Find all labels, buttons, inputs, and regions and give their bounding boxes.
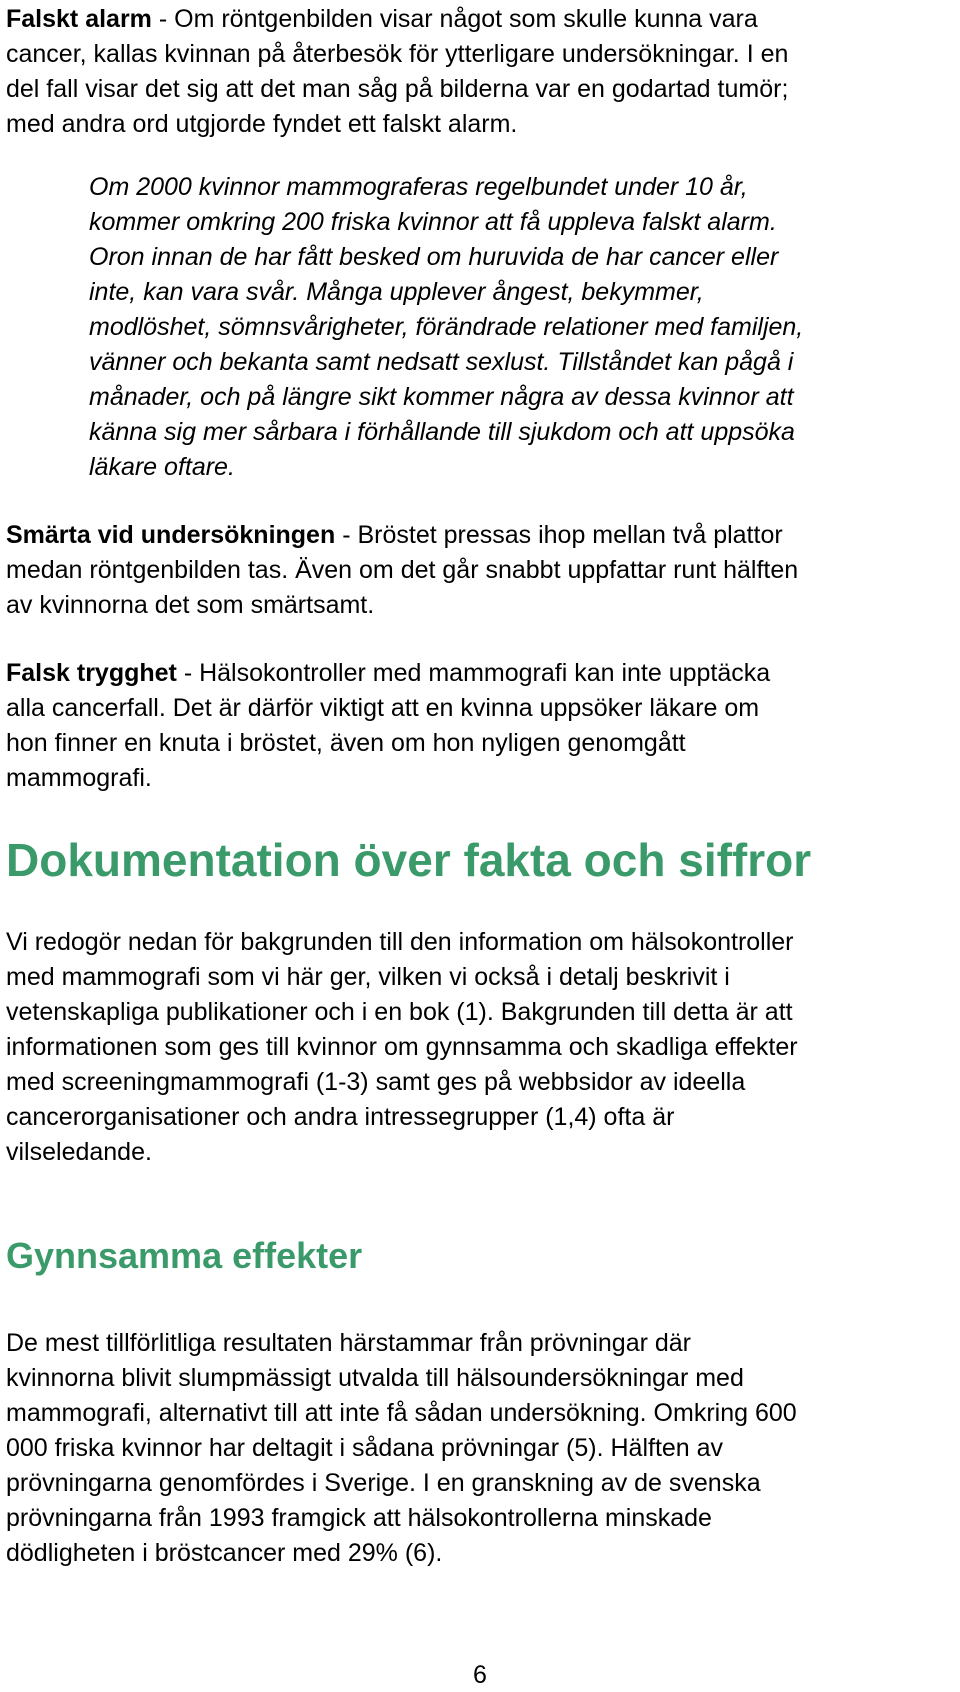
page-number: 6	[473, 1661, 487, 1689]
text-smarta: - Bröstet pressas ihop mellan två plattor medan röntgenbilden tas. Även om det går snabbt uppfattar runt hälften av kvinnorna det som smärtsamt.	[6, 521, 799, 619]
paragraph-gynnsamma: De mest tillförlitliga resultaten härstammar från prövningar där kvinnorna blivit slumpmässigt utvalda till hälsoundersökningar med mammografi, alternativt till att inte få sådan undersökning. Omkring 600 000 friska kvinnor har deltagit i sådana prövningar (5). Hälften av prövningarna genomfördes i Sverige. I en granskning av de svenska prövningarna från 1993 framgick att hälsokontrollerna minskade dödligheten i bröstcancer med 29% (6).	[6, 1329, 797, 1567]
heading-dokumentation: Dokumentation över fakta och siffror	[6, 834, 812, 886]
term-falsk-trygghet: Falsk trygghet	[6, 659, 177, 687]
italic-quote-paragraph: Om 2000 kvinnor mammograferas regelbundet under 10 år, kommer omkring 200 friska kvinnor att få uppleva falskt alarm. Oron innan de har fått besked om huruvida de har cancer eller inte, kan vara svår. Många upplever ångest, bekymmer, modlöshet, sömnsvårigheter, förändrade relationer med familjen, vänner och bekanta samt nedsatt sexlust. Tillståndet kan pågå i månader, och på längre sikt kommer några av dessa kvinnor att känna sig mer sårbara i förhållande till sjukdom och att uppsöka läkare oftare.	[89, 173, 804, 481]
text-falskt-alarm: - Om röntgenbilden visar något som skulle kunna vara cancer, kallas kvinnan på återbesök för ytterligare undersökningar. I en del fall visar det sig att det man såg på bilderna var en godartad tumör; med andra ord utgjorde fyndet ett falskt alarm.	[6, 5, 789, 138]
term-falskt-alarm: Falskt alarm	[6, 5, 152, 33]
paragraph-falskt-alarm	[6, 2, 788, 142]
heading-gynnsamma-effekter: Gynnsamma effekter	[6, 1235, 363, 1276]
paragraph-smarta	[6, 518, 798, 623]
paragraph-falsk-trygghet	[6, 656, 770, 796]
term-smarta: Smärta vid undersökningen	[6, 521, 336, 549]
text-falsk-trygghet: - Hälsokontroller med mammografi kan inte upptäcka alla cancerfall. Det är därför viktigt att en kvinna uppsöker läkare om hon finner en knuta i bröstet, även om hon nyligen genomgått mammografi.	[6, 659, 771, 792]
paragraph-dokumentation: Vi redogör nedan för bakgrunden till den information om hälsokontroller med mammografi som vi här ger, vilken vi också i detalj beskrivit i vetenskapliga publikationer och i en bok (1). Bakgrunden till detta är att informationen som ges till kvinnor om gynnsamma och skadliga effekter med screeningmammografi (1-3) samt ges på webbsidor av ideella cancerorganisationer och andra intressegrupper (1,4) ofta är vilseledande.	[6, 928, 798, 1166]
